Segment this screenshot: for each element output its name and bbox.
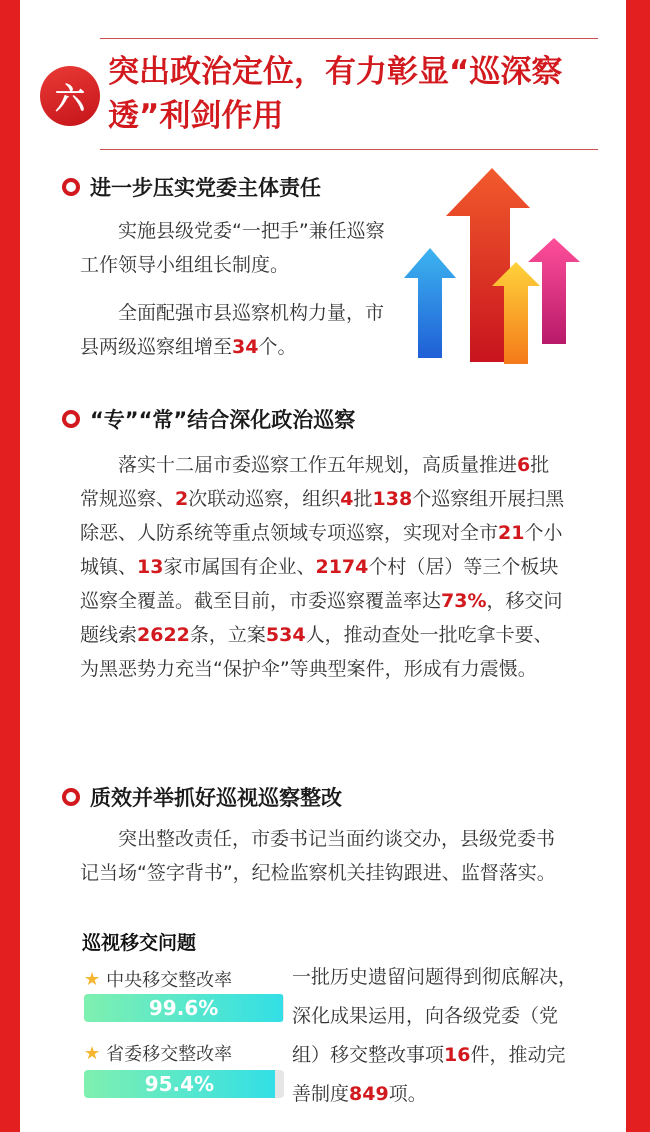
header-top-rule — [100, 38, 598, 39]
section1-paragraph1: 实施县级党委“一把手”兼任巡察工作领导小组组长制度。 — [80, 220, 385, 276]
section3-paragraph: 突出整改责任，市委书记当面约谈交办，县级党委书记当场“签字背书”，纪检监察机关挂钩跟进、监督落实。 — [80, 828, 556, 884]
ring-bullet-icon — [62, 410, 80, 428]
rising-arrows-icon — [404, 168, 580, 364]
ring-bullet-icon — [62, 788, 80, 806]
stat-label-central: ★ 中央移交整改率 — [84, 968, 233, 991]
section2-paragraph: 落实十二届市委巡察工作五年规划，高质量推进6批常规巡察、2次联动巡察，组织4批138个巡察组开展扫黑除恶、人防系统等重点领域专项巡察，实现对全市21个小城镇、13家市属国有企业、2174个村（居）等三个板块巡察全覆盖。截至目前，市委巡察覆盖率达73%，移交问题线索2622条，立案534人，推动查处一批吃拿卡要、为黑恶势力充当“保护伞”等典型案件，形成有力震慑。 — [80, 454, 565, 680]
stat-label-provincial: ★ 省委移交整改率 — [84, 1042, 233, 1065]
section3-title: 质效并举抓好巡视巡察整改 — [90, 786, 342, 810]
highlight-number: 34 — [232, 336, 259, 358]
left-red-border — [0, 0, 20, 1132]
results-paragraph: 一批历史遗留问题得到彻底解决，深化成果运用，向各级党委（党组）移交整改事项16件，推动完善制度849项。 — [292, 966, 578, 1105]
star-icon: ★ — [84, 1042, 101, 1064]
section2-title: “专”“常”结合深化政治巡察 — [90, 408, 356, 432]
progress-fill — [84, 1070, 275, 1098]
section3-heading — [62, 782, 342, 812]
progress-value: 95.4% — [144, 1072, 215, 1096]
section2-heading — [62, 404, 355, 434]
progress-bar-central — [84, 994, 284, 1022]
progress-bar-provincial — [84, 1070, 284, 1098]
stats-subheading: 巡视移交问题 — [82, 932, 197, 954]
progress-value: 99.6% — [148, 996, 219, 1020]
section1-paragraph2: 全面配强市县巡察机构力量，市县两级巡察组增至34个。 — [80, 302, 385, 358]
ring-bullet-icon — [62, 178, 80, 196]
header-bottom-rule — [100, 149, 598, 150]
progress-fill — [84, 994, 283, 1022]
section1-heading — [62, 172, 321, 202]
page-title: 突出政治定位，有力彰显“巡深察透”利剑作用 — [108, 54, 563, 134]
section-number-badge: 六 — [40, 66, 100, 126]
section1-title: 进一步压实党委主体责任 — [90, 176, 321, 200]
star-icon: ★ — [84, 968, 101, 990]
right-red-border — [626, 0, 650, 1132]
